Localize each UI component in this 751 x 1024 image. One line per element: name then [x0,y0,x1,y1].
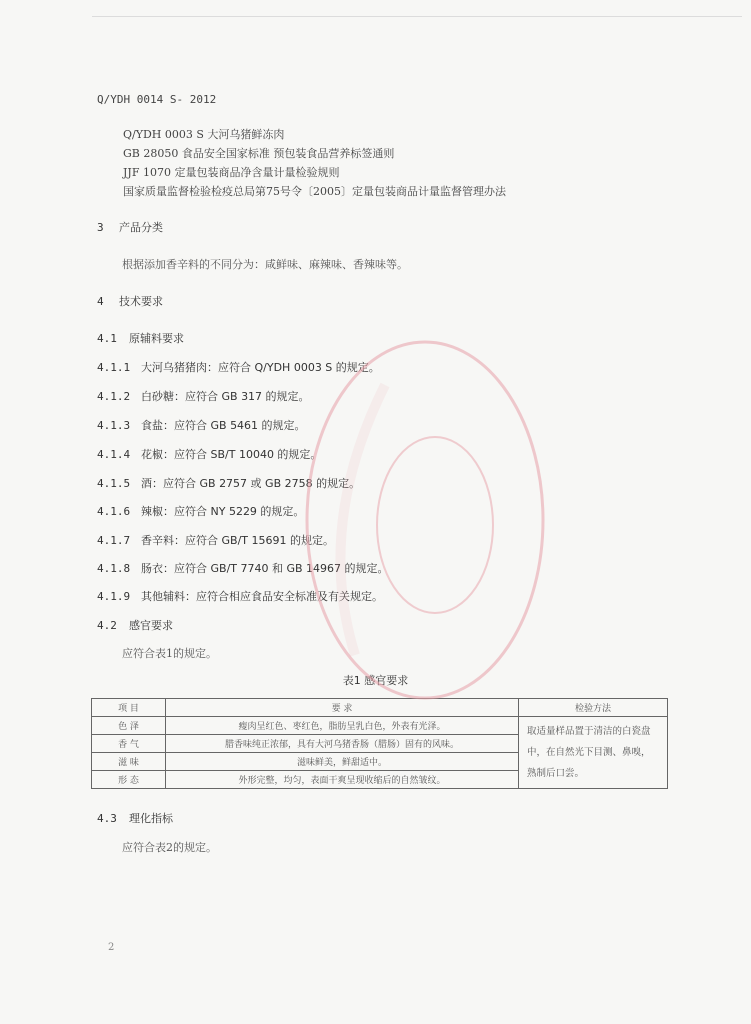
section-number: 3 [97,221,104,234]
table-caption: 表1 感官要求 [342,674,409,687]
sensory-requirements-table [91,698,668,789]
table-cell-requirement: 腊香味纯正浓郁，具有大河乌猪香肠（腊肠）固有的风味。 [166,735,519,753]
paragraph: 根据添加香辛料的不同分为：咸鲜味、麻辣味、香辣味等。 [122,258,408,271]
table-header-cell: 要 求 [166,699,519,717]
table-header-row [92,699,668,717]
table-cell-item: 色 泽 [92,717,166,735]
clause-item: 4.1.6 辣椒：应符合 NY 5229 的规定。 [97,505,305,518]
clause-item: 4.1.4 花椒：应符合 SB/T 10040 的规定。 [97,448,322,461]
reference-line: Q/YDH 0003 S 大河乌猪鲜冻肉 [123,128,285,141]
section-heading [97,219,163,235]
clause-item: 4.1.2 白砂糖：应符合 GB 317 的规定。 [97,390,310,403]
table-cell-item: 滋 味 [92,753,166,771]
table-cell-item: 香 气 [92,735,166,753]
section-title: 理化指标 [129,812,173,825]
page-number: 2 [108,942,115,953]
section-title: 原辅料要求 [129,332,184,345]
clause-item: 4.1.3 食盐：应符合 GB 5461 的规定。 [97,419,306,432]
table-cell-requirement: 瘦肉呈红色、枣红色，脂肪呈乳白色，外表有光泽。 [166,717,519,735]
section-heading [97,810,173,826]
reference-line: 国家质量监督检验检疫总局第75号令〔2005〕定量包装商品计量监督管理办法 [123,185,506,198]
seal-stamp-icon [275,325,575,715]
paragraph: 应符合表1的规定。 [122,647,217,660]
table-row [92,717,668,735]
section-number: 4.1 [97,332,117,345]
section-number: 4.3 [97,812,117,825]
table-cell-item: 形 态 [92,771,166,789]
table-header-cell: 项 目 [92,699,166,717]
table-cell-requirement: 滋味鲜美，鲜甜适中。 [166,753,519,771]
table-cell-method: 取适量样品置于清洁的白瓷盘中，在自然光下目测、鼻嗅，熟制后口尝。 [519,717,668,789]
clause-item: 4.1.1 大河乌猪猪肉：应符合 Q/YDH 0003 S 的规定。 [97,361,380,374]
reference-line: GB 28050 食品安全国家标准 预包装食品营养标签通则 [123,147,395,160]
standard-code: Q/YDH 0014 S- 2012 [97,93,217,106]
section-title: 产品分类 [119,221,163,234]
clause-item: 4.1.8 肠衣：应符合 GB/T 7740 和 GB 14967 的规定。 [97,562,389,575]
section-number: 4.2 [97,619,117,632]
clause-item: 4.1.5 酒：应符合 GB 2757 或 GB 2758 的规定。 [97,477,361,490]
table-header-cell: 检验方法 [519,699,668,717]
section-title: 技术要求 [119,295,163,308]
section-heading [97,330,184,346]
clause-item: 4.1.7 香辛料：应符合 GB/T 15691 的规定。 [97,534,334,547]
section-number: 4 [97,295,104,308]
top-edge-line [92,16,742,17]
section-heading [97,617,173,633]
section-heading [97,293,163,309]
clause-item: 4.1.9 其他辅料：应符合相应食品安全标准及有关规定。 [97,590,383,603]
table-cell-requirement: 外形完整，均匀，表面干爽呈现收缩后的自然皱纹。 [166,771,519,789]
section-title: 感官要求 [129,619,173,632]
reference-line: JJF 1070 定量包装商品净含量计量检验规则 [123,166,340,179]
paragraph: 应符合表2的规定。 [122,841,217,854]
